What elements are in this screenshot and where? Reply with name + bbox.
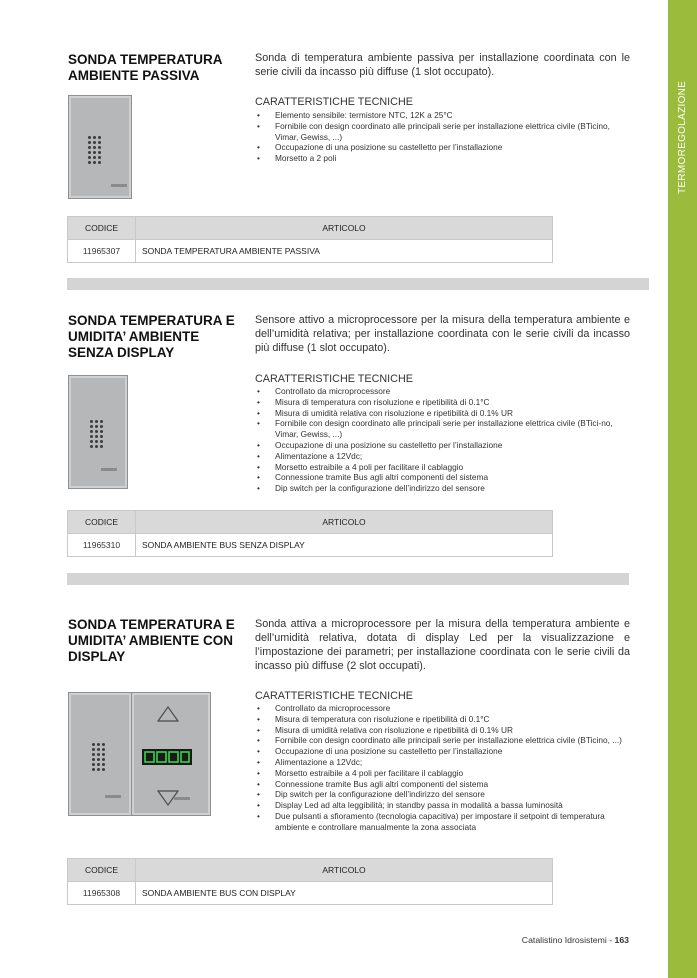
section-1-specs-heading: CARATTERISTICHE TECNICHE: [255, 96, 413, 108]
section-2-specs-heading: CARATTERISTICHE TECNICHE: [255, 373, 413, 385]
header-articolo: ARTICOLO: [322, 517, 366, 527]
spec-item: • Connessione tramite Bus agli altri componenti del sistema: [255, 779, 631, 790]
sidebar-label: TERMOREGOLAZIONE: [677, 80, 688, 194]
spec-item: • Controllato da microprocessore: [255, 386, 631, 397]
spec-item: • Misura di temperatura con risoluzione e ripetibilità di 0.1°C: [255, 714, 631, 725]
spec-item: • Dip switch per la configurazione dell’indirizzo del sensore: [255, 789, 631, 800]
spec-item: • Dip switch per la configurazione dell’indirizzo del sensore: [255, 483, 631, 494]
section-3-specs-heading: CARATTERISTICHE TECNICHE: [255, 690, 413, 702]
table-header: [68, 511, 552, 533]
product-image-sensor-no-display: [68, 375, 128, 489]
spec-item: • Misura di umidità relativa con risoluzione e ripetibilità di 0.1% UR: [255, 408, 631, 419]
section-3-description: Sonda attiva a microprocessore per la misura della temperatura ambiente e dell’umidità relativa, dotata di display Led per la visualizzazione e l’impostazione dei parametri; per installazione coordinata con le serie civili da incasso più diffuse (2 slot occupati).: [255, 618, 630, 672]
section-2-specs-list: [255, 386, 631, 494]
header-articolo: ARTICOLO: [322, 865, 366, 875]
brand-logo-icon: [105, 795, 121, 798]
spec-item: • Misura di umidità relativa con risoluzione e ripetibilità di 0.1% UR: [255, 725, 631, 736]
spec-item: • Morsetto estraibile a 4 poli per facilitare il cablaggio: [255, 462, 631, 473]
product-image-display-right-module: [131, 692, 211, 816]
section-2-title: SONDA TEMPERATURA E UMIDITA’ AMBIENTE SENZA DISPLAY: [68, 313, 235, 360]
spec-item: • Morsetto estraibile a 4 poli per facilitare il cablaggio: [255, 768, 631, 779]
section-1-description: Sonda di temperatura ambiente passiva per installazione coordinata con le serie civili da incasso più diffuse (1 slot occupato).: [255, 52, 630, 78]
table-row: [68, 533, 552, 556]
sensor-vent-icon: [90, 420, 103, 448]
cell-articolo: SONDA TEMPERATURA AMBIENTE PASSIVA: [142, 246, 320, 256]
spec-item: • Fornibile con design coordinato alle principali serie per installazione elettrica civile (BTici-no, Vimar, Gewiss, ...): [255, 418, 631, 440]
cell-articolo: SONDA AMBIENTE BUS CON DISPLAY: [142, 888, 296, 898]
up-arrow-icon: [158, 707, 178, 721]
spec-item: • Occupazione di una posizione su castelletto per l’installazione: [255, 440, 631, 451]
cell-articolo: SONDA AMBIENTE BUS SENZA DISPLAY: [142, 540, 305, 550]
page-footer: [440, 935, 629, 945]
spec-item: • Occupazione di una posizione su castelletto per l’installazione: [255, 142, 631, 153]
spec-item: • Alimentazione a 12Vdc;: [255, 757, 631, 768]
spec-item: • Misura di temperatura con risoluzione e ripetibilità di 0.1°C: [255, 397, 631, 408]
spec-item: • Occupazione di una posizione su castelletto per l’installazione: [255, 746, 631, 757]
header-codice: CODICE: [68, 859, 136, 881]
spec-item: • Elemento sensibile: termistore NTC, 12K a 25°C: [255, 110, 631, 121]
sensor-vent-icon: [88, 136, 101, 164]
header-codice: CODICE: [68, 511, 136, 533]
section-divider: [67, 573, 629, 585]
spec-item: • Controllato da microprocessore: [255, 703, 631, 714]
brand-logo-icon: [101, 468, 117, 471]
product-image-display-left-module: [68, 692, 132, 816]
table-header: [68, 217, 552, 239]
spec-item: • Alimentazione a 12Vdc;: [255, 451, 631, 462]
section-3-title: SONDA TEMPERATURA E UMIDITA’ AMBIENTE CON DISPLAY: [68, 617, 235, 664]
spec-item: • Connessione tramite Bus agli altri componenti del sistema: [255, 472, 631, 483]
table-header: [68, 859, 552, 881]
spec-item: • Display Led ad alta leggibilità; in standby passa in modalità a bassa luminosità: [255, 800, 631, 811]
product-image-passive-sensor: [68, 95, 132, 199]
spec-item: • Morsetto a 2 poli: [255, 153, 631, 164]
section-1-table: [67, 216, 553, 263]
spec-item: • Due pulsanti a sfioramento (tecnologia capacitiva) per impostare il setpoint di temperatura ambiente e controllare manualmente la zona associata: [255, 811, 631, 833]
section-2-description: Sensore attivo a microprocessore per la misura della temperatura ambiente e dell’umidità relativa; per installazione coordinata con le serie civili da incasso più diffuse (1 slot occupato).: [255, 314, 630, 354]
display-module-graphic: [132, 693, 210, 815]
spec-item: • Fornibile con design coordinato alle principali serie per installazione elettrica civile (BTicino, Vimar, Gewiss, ...): [255, 121, 631, 143]
section-2-table: [67, 510, 553, 557]
sensor-vent-icon: [92, 743, 105, 771]
header-codice: CODICE: [68, 217, 136, 239]
brand-logo-icon: [111, 184, 127, 187]
page-number: 163: [614, 935, 629, 945]
cell-codice: 11965307: [68, 240, 136, 262]
cell-codice: 11965308: [68, 882, 136, 904]
brand-logo-icon: [174, 797, 190, 800]
section-3-table: [67, 858, 553, 905]
spec-item: • Fornibile con design coordinato alle principali serie per installazione elettrica civile (BTicino, ...): [255, 735, 631, 746]
section-3-specs-list: [255, 703, 631, 833]
section-1-specs-list: [255, 110, 631, 164]
header-articolo: ARTICOLO: [322, 223, 366, 233]
section-1-title: SONDA TEMPERATURA AMBIENTE PASSIVA: [68, 52, 222, 83]
table-row: [68, 881, 552, 904]
cell-codice: 11965310: [68, 534, 136, 556]
table-row: [68, 239, 552, 262]
section-divider: [67, 278, 649, 290]
footer-catalog: Catalistino Idrosistemi -: [521, 935, 615, 945]
